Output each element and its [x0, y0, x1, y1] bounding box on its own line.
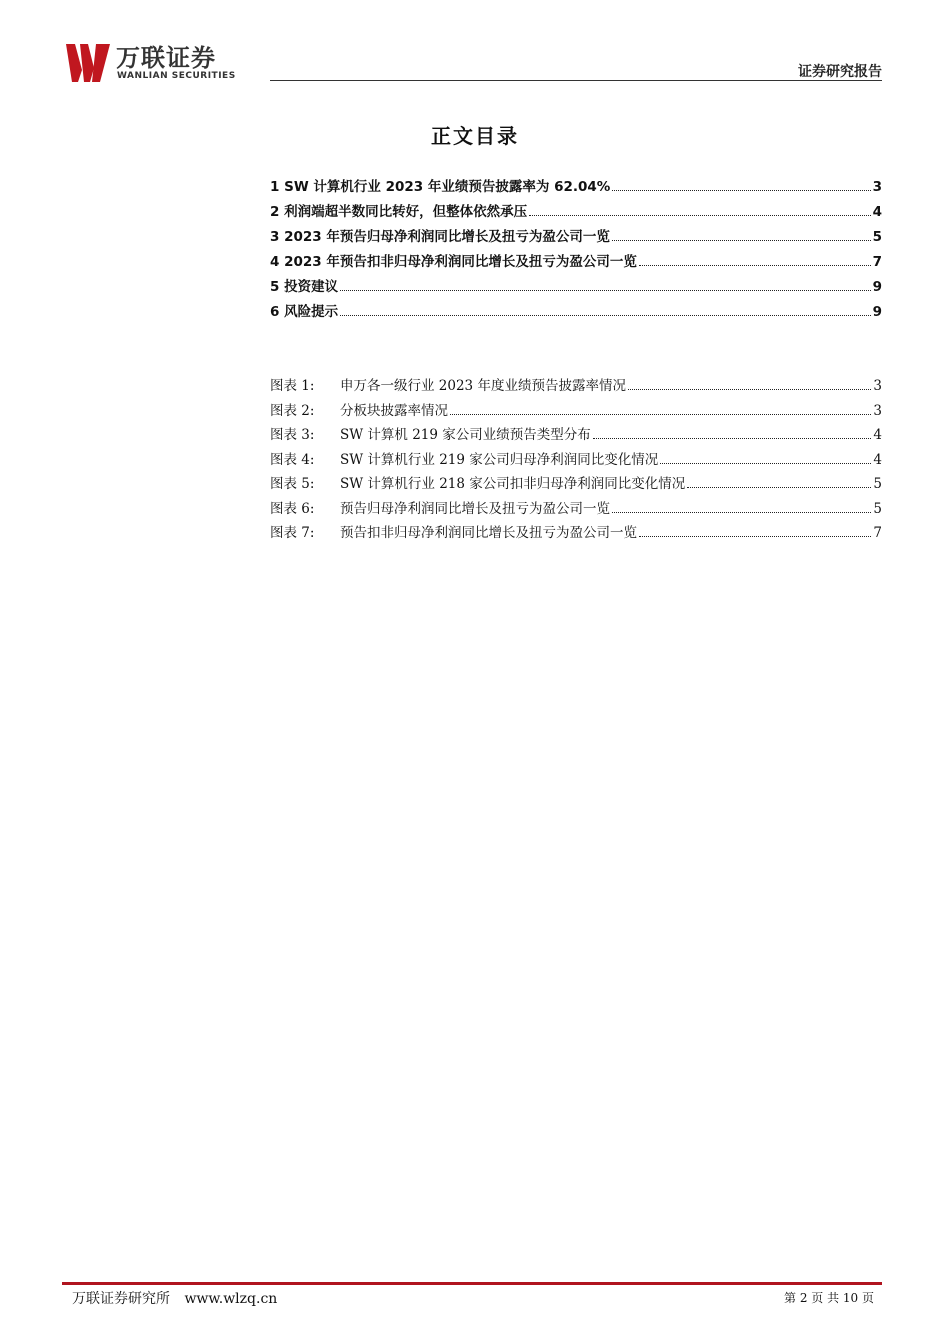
toc-entry[interactable] — [270, 225, 882, 250]
figure-number: 图表 7: — [270, 525, 315, 541]
figure-toc-entry[interactable] — [270, 521, 882, 546]
toc-leader-dots — [450, 414, 871, 415]
toc-entry[interactable] — [270, 200, 882, 225]
toc-entry-label: 5 投资建议 — [270, 279, 339, 295]
footer-page-info: 第 2 页 共 10 页 — [784, 1291, 874, 1305]
toc-leader-dots — [628, 389, 871, 390]
toc-entry-page: 3 — [872, 179, 882, 195]
toc-entry-label: 6 风险提示 — [270, 304, 339, 320]
toc-leader-dots — [529, 215, 871, 216]
figure-number: 图表 1: — [270, 378, 315, 394]
figure-toc-entry[interactable] — [270, 374, 882, 399]
logo-chinese-name: 万联证券 — [116, 44, 216, 72]
page-title: 正文目录 — [431, 124, 519, 148]
figure-number: 图表 6: — [270, 500, 315, 517]
company-logo — [66, 44, 266, 84]
main-toc — [270, 175, 882, 325]
figure-label: 预告归母净利润同比增长及扭亏为盈公司一览 — [340, 500, 610, 517]
toc-leader-dots — [660, 463, 871, 464]
report-type-label: 证券研究报告 — [798, 64, 882, 80]
toc-entry-label: 4 2023 年预告扣非归母净利润同比增长及扭亏为盈公司一览 — [270, 254, 637, 270]
toc-entry-label: 3 2023 年预告归母净利润同比增长及扭亏为盈公司一览 — [270, 229, 610, 245]
figure-number: 图表 3: — [270, 427, 315, 443]
figure-toc-entry[interactable] — [270, 497, 882, 522]
toc-leader-dots — [340, 290, 871, 291]
toc-entry-page: 9 — [872, 279, 882, 295]
figure-label: 预告扣非归母净利润同比增长及扭亏为盈公司一览 — [340, 525, 637, 541]
figure-page: 3 — [873, 378, 882, 394]
toc-leader-dots — [612, 190, 870, 191]
toc-leader-dots — [340, 315, 871, 316]
figure-toc-entry[interactable] — [270, 399, 882, 424]
toc-entry-label: 1 SW 计算机行业 2023 年业绩预告披露率为 62.04% — [270, 179, 611, 195]
header-divider — [270, 80, 882, 81]
toc-entry-page: 7 — [872, 254, 882, 270]
figure-label: 分板块披露率情况 — [340, 402, 448, 419]
figure-toc-entry[interactable] — [270, 448, 882, 473]
figure-page: 4 — [873, 451, 882, 468]
figure-number: 图表 2: — [270, 402, 315, 419]
footer-source — [72, 1288, 277, 1308]
toc-leader-dots — [639, 265, 871, 266]
toc-entry-page: 5 — [872, 229, 882, 245]
toc-leader-dots — [687, 487, 871, 488]
footer-url[interactable]: www.wlzq.cn — [184, 1291, 278, 1307]
figure-label: SW 计算机行业 218 家公司扣非归母净利润同比变化情况 — [340, 476, 686, 492]
figure-toc-entry[interactable] — [270, 423, 882, 448]
footer-divider — [62, 1282, 882, 1285]
toc-leader-dots — [593, 438, 872, 439]
wanlian-logo-icon — [66, 44, 114, 84]
figure-page: 7 — [873, 525, 882, 541]
figure-page: 5 — [873, 476, 882, 492]
toc-leader-dots — [639, 536, 871, 537]
toc-entry[interactable] — [270, 175, 882, 200]
figure-label: SW 计算机 219 家公司业绩预告类型分布 — [340, 427, 591, 443]
figure-label: 申万各一级行业 2023 年度业绩预告披露率情况 — [340, 378, 626, 394]
figure-toc-entry[interactable] — [270, 472, 882, 497]
toc-entry-label: 2 利润端超半数同比转好，但整体依然承压 — [270, 204, 528, 220]
toc-leader-dots — [612, 512, 871, 513]
logo-english-name: WANLIAN SECURITIES — [117, 71, 236, 81]
figure-page: 4 — [873, 427, 882, 443]
toc-entry[interactable] — [270, 275, 882, 300]
toc-entry-page: 4 — [872, 204, 882, 220]
figure-toc — [270, 374, 882, 546]
footer-org: 万联证券研究所 — [72, 1291, 170, 1307]
figure-page: 3 — [873, 402, 882, 419]
figure-page: 5 — [873, 500, 882, 517]
toc-entry[interactable] — [270, 250, 882, 275]
toc-entry[interactable] — [270, 300, 882, 325]
toc-entry-page: 9 — [872, 304, 882, 320]
figure-number: 图表 5: — [270, 476, 315, 492]
figure-label: SW 计算机行业 219 家公司归母净利润同比变化情况 — [340, 451, 659, 468]
figure-number: 图表 4: — [270, 451, 315, 468]
toc-leader-dots — [612, 240, 871, 241]
